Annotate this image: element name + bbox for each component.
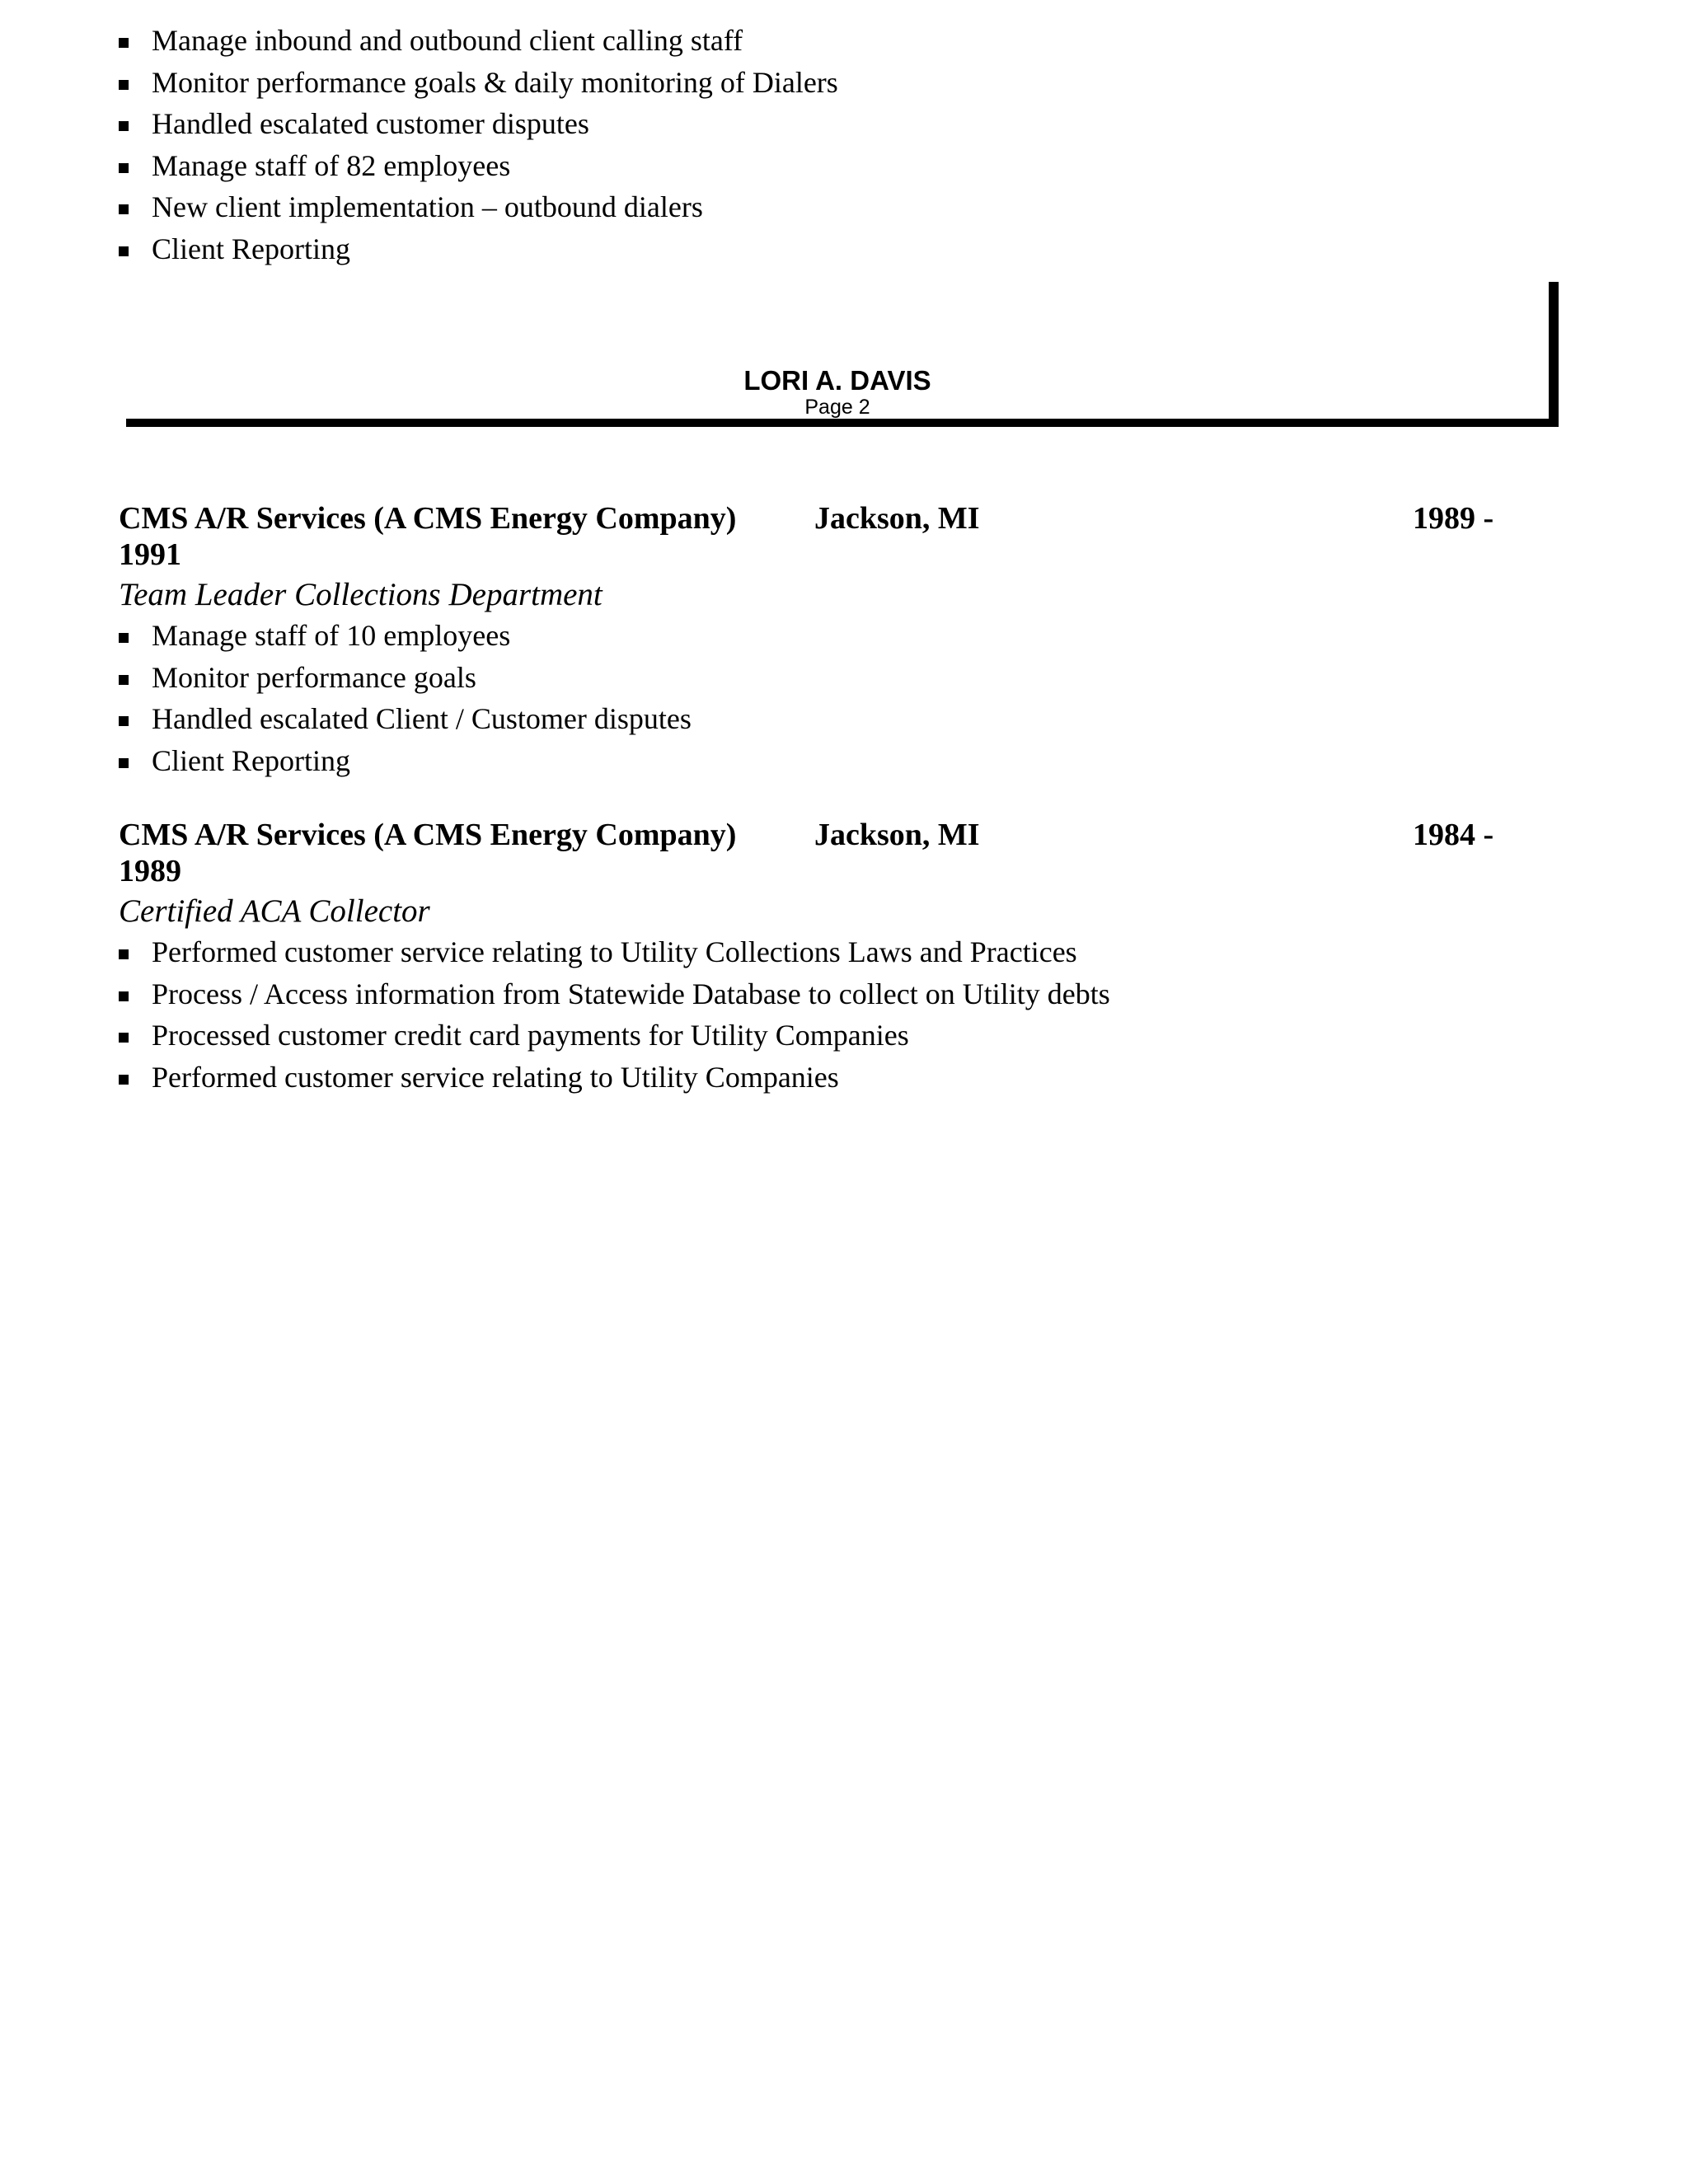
job-date-start: 1989 - — [1413, 501, 1494, 536]
list-item: Process / Access information from Statewide Database to collect on Utility debts — [119, 973, 1569, 1015]
header-vertical-rule — [1549, 282, 1559, 427]
list-item: Client Reporting — [119, 740, 1569, 782]
job-entry — [119, 499, 1569, 785]
job-duties-list — [119, 615, 1569, 781]
header-name: LORI A. DAVIS — [743, 365, 931, 396]
list-item: Handled escalated Client / Customer disputes — [119, 698, 1569, 740]
job-location: Jackson, MI — [814, 501, 980, 536]
job-company: CMS A/R Services (A CMS Energy Company) — [119, 501, 737, 536]
job-duties-list — [119, 931, 1569, 1098]
job-entry — [119, 816, 1569, 1101]
list-item: Manage staff of 10 employees — [119, 615, 1569, 657]
list-item: Monitor performance goals & daily monitoring of Dialers — [119, 62, 838, 104]
list-item: Processed customer credit card payments for Utility Companies — [119, 1015, 1569, 1057]
job-date-start: 1984 - — [1413, 818, 1494, 852]
header-horizontal-rule — [126, 419, 1559, 427]
list-item: New client implementation – outbound dialers — [119, 186, 838, 228]
job-title: Team Leader Collections Department — [119, 577, 603, 612]
job-date-end: 1989 — [119, 854, 181, 888]
continued-duties-list — [119, 20, 838, 269]
list-item: Manage inbound and outbound client calling staff — [119, 20, 838, 62]
list-item: Monitor performance goals — [119, 657, 1569, 699]
header-page-number: Page 2 — [804, 396, 870, 419]
job-date-end: 1991 — [119, 537, 181, 572]
list-item: Handled escalated customer disputes — [119, 103, 838, 145]
job-location: Jackson, MI — [814, 818, 980, 852]
list-item: Performed customer service relating to Utility Companies — [119, 1057, 1569, 1099]
list-item: Manage staff of 82 employees — [119, 145, 838, 187]
job-title: Certified ACA Collector — [119, 893, 430, 929]
list-item: Client Reporting — [119, 228, 838, 270]
job-company: CMS A/R Services (A CMS Energy Company) — [119, 818, 737, 852]
list-item: Performed customer service relating to Utility Collections Laws and Practices — [119, 931, 1569, 973]
